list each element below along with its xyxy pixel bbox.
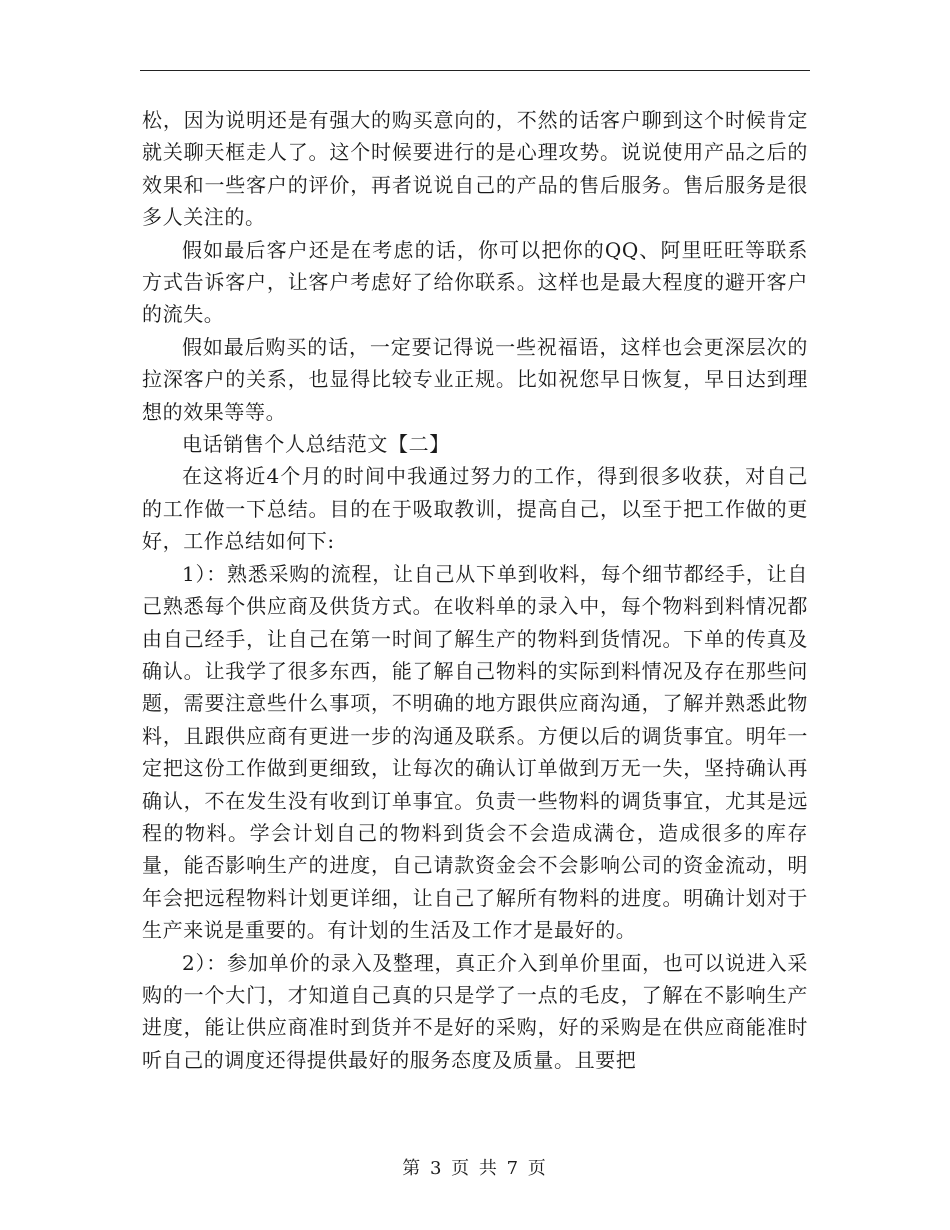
header-divider bbox=[140, 70, 810, 71]
section-heading: 电话销售个人总结范文【二】 bbox=[182, 432, 450, 457]
paragraph-2: 假如最后客户还是在考虑的话，你可以把你的QQ、阿里旺旺等联系方式告诉客户，让客户考虑好了给你联系。这样也是最大程度的避开客户的流失。 bbox=[142, 237, 808, 327]
paragraph-4: 在这将近4个月的时间中我通过努力的工作，得到很多收获，对自己的工作做一下总结。目的在于吸取教训，提高自己，以至于把工作做的更好，工作总结如何下: bbox=[142, 464, 808, 554]
paragraph-1: 松，因为说明还是有强大的购买意向的，不然的话客户聊到这个时候肯定就关聊天框走人了。这个时候要进行的是心理攻势。说说使用产品之后的效果和一些客户的评价，再者说说自己的产品的售后服务。售后服务是很多人关注的。 bbox=[142, 108, 808, 230]
page-number-footer: 第 3 页 共 7 页 bbox=[402, 1158, 548, 1179]
paragraph-3: 假如最后购买的话，一定要记得说一些祝福语，这样也会更深层次的拉深客户的关系，也显得比较专业正规。比如祝您早日恢复，早日达到理想的效果等等。 bbox=[142, 334, 808, 424]
document-body bbox=[142, 104, 808, 1076]
paragraph-6: 2）：参加单价的录入及整理，真正介入到单价里面，也可以说进入采购的一个大门，才知道自己真的只是学了一点的毛皮，了解在不影响生产进度，能让供应商准时到货并不是好的采购，好的采购是在供应商能准时听自己的调度还得提供最好的服务态度及质量。且要把 bbox=[142, 950, 808, 1072]
paragraph-5: 1）：熟悉采购的流程，让自己从下单到收料，每个细节都经手，让自己熟悉每个供应商及供货方式。在收料单的录入中，每个物料到料情况都由自己经手，让自己在第一时间了解生产的物料到货情况。下单的传真及确认。让我学了很多东西，能了解自己物料的实际到料情况及存在那些问题，需要注意些什么事项，不明确的地方跟供应商沟通，了解并熟悉此物料，且跟供应商有更进一步的沟通及联系。方便以后的调货事宜。明年一定把这份工作做到更细致，让每次的确认订单做到万无一失，坚持确认再确认，不在发生没有收到订单事宜。负责一些物料的调货事宜，尤其是远程的物料。学会计划自己的物料到货会不会造成满仓，造成很多的库存量，能否影响生产的进度，自己请款资金会不会影响公司的资金流动，明年会把远程物料计划更详细，让自己了解所有物料的进度。明确计划对于生产来说是重要的。有计划的生活及工作才是最好的。 bbox=[142, 561, 808, 943]
